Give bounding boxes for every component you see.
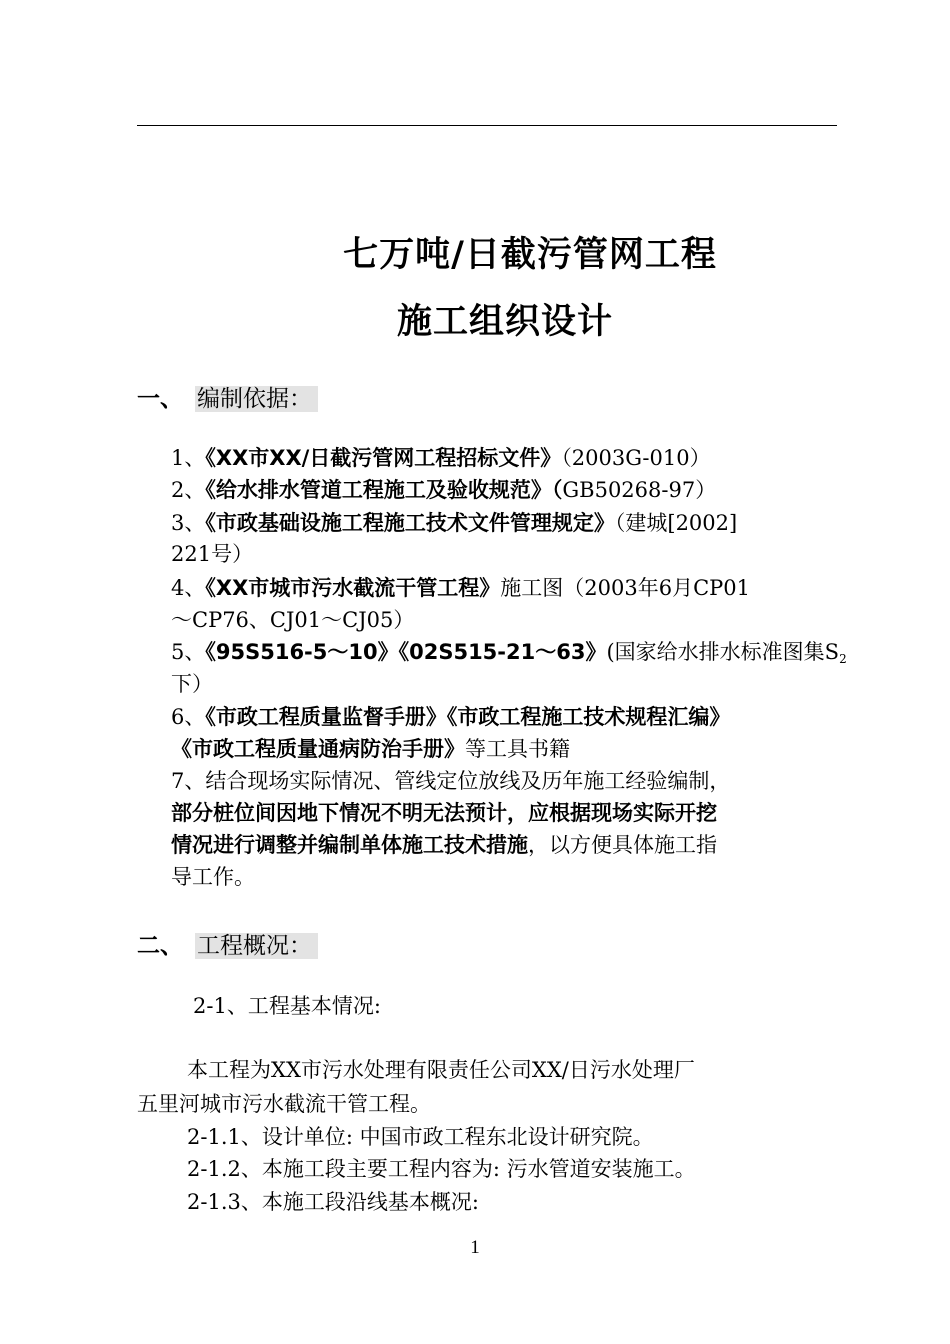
overview-item-2: 2-1.2、本施工段主要工程内容为: 污水管道安装施工。 <box>187 1157 696 1181</box>
basis-item-7-line3: 情况进行调整并编制单体施工技术措施，以方便具体施工指 <box>171 833 717 857</box>
basis-item-3-cont: 221号） <box>171 542 254 566</box>
doc-title-line2: 施工组织设计 <box>396 302 613 342</box>
section2-heading <box>137 927 318 960</box>
section1-label: 编制依据： <box>195 386 318 412</box>
overview-para-line2: 五里河城市污水截流干管工程。 <box>137 1092 431 1116</box>
basis-item-5: 5、《95S516-5～10》《02S515-21～63》(国家给水排水标准图集$S_2$ <box>171 640 847 666</box>
doc-title-line1: 七万吨/日截污管网工程 <box>343 235 717 275</box>
subsection-heading: 2-1、工程基本情况: <box>193 994 381 1018</box>
basis-item-3: 3、《市政基础设施工程施工技术文件管理规定》（建城[2002] <box>171 511 738 535</box>
basis-item-6: 6、《市政工程质量监督手册》《市政工程施工技术规程汇编》 <box>171 705 731 729</box>
section1-number: 一、 <box>137 386 183 412</box>
basis-item-5-cont: 下） <box>171 672 213 696</box>
section1-heading <box>137 380 318 413</box>
section2-label: 工程概况： <box>195 933 318 959</box>
basis-item-4-cont: ～CP76、CJ01～CJ05） <box>171 608 415 632</box>
basis-item-7-line4: 导工作。 <box>171 865 255 889</box>
basis-item-1: 1、《XX市XX/日截污管网工程招标文件》（2003G-010） <box>171 446 711 470</box>
basis-item-7-line2: 部分桩位间因地下情况不明无法预计，应根据现场实际开挖 <box>171 801 717 825</box>
header-rule <box>137 125 837 126</box>
basis-item-6-cont: 《市政工程质量通病防治手册》等工具书籍 <box>171 737 570 761</box>
basis-item-2: 2、《给水排水管道工程施工及验收规范》（GB50268-97） <box>171 478 717 502</box>
overview-para-line1: 本工程为XX市污水处理有限责任公司XX/日污水处理厂 <box>187 1058 695 1082</box>
overview-item-3: 2-1.3、本施工段沿线基本概况: <box>187 1190 479 1214</box>
basis-item-4: 4、《XX市城市污水截流干管工程》施工图（2003年6月CP01 <box>171 576 750 600</box>
section2-number: 二、 <box>137 933 183 959</box>
overview-item-1: 2-1.1、设计单位: 中国市政工程东北设计研究院。 <box>187 1125 654 1149</box>
basis-item-7: 7、结合现场实际情况、管线定位放线及历年施工经验编制， <box>171 769 731 793</box>
page-number: 1 <box>470 1237 480 1258</box>
